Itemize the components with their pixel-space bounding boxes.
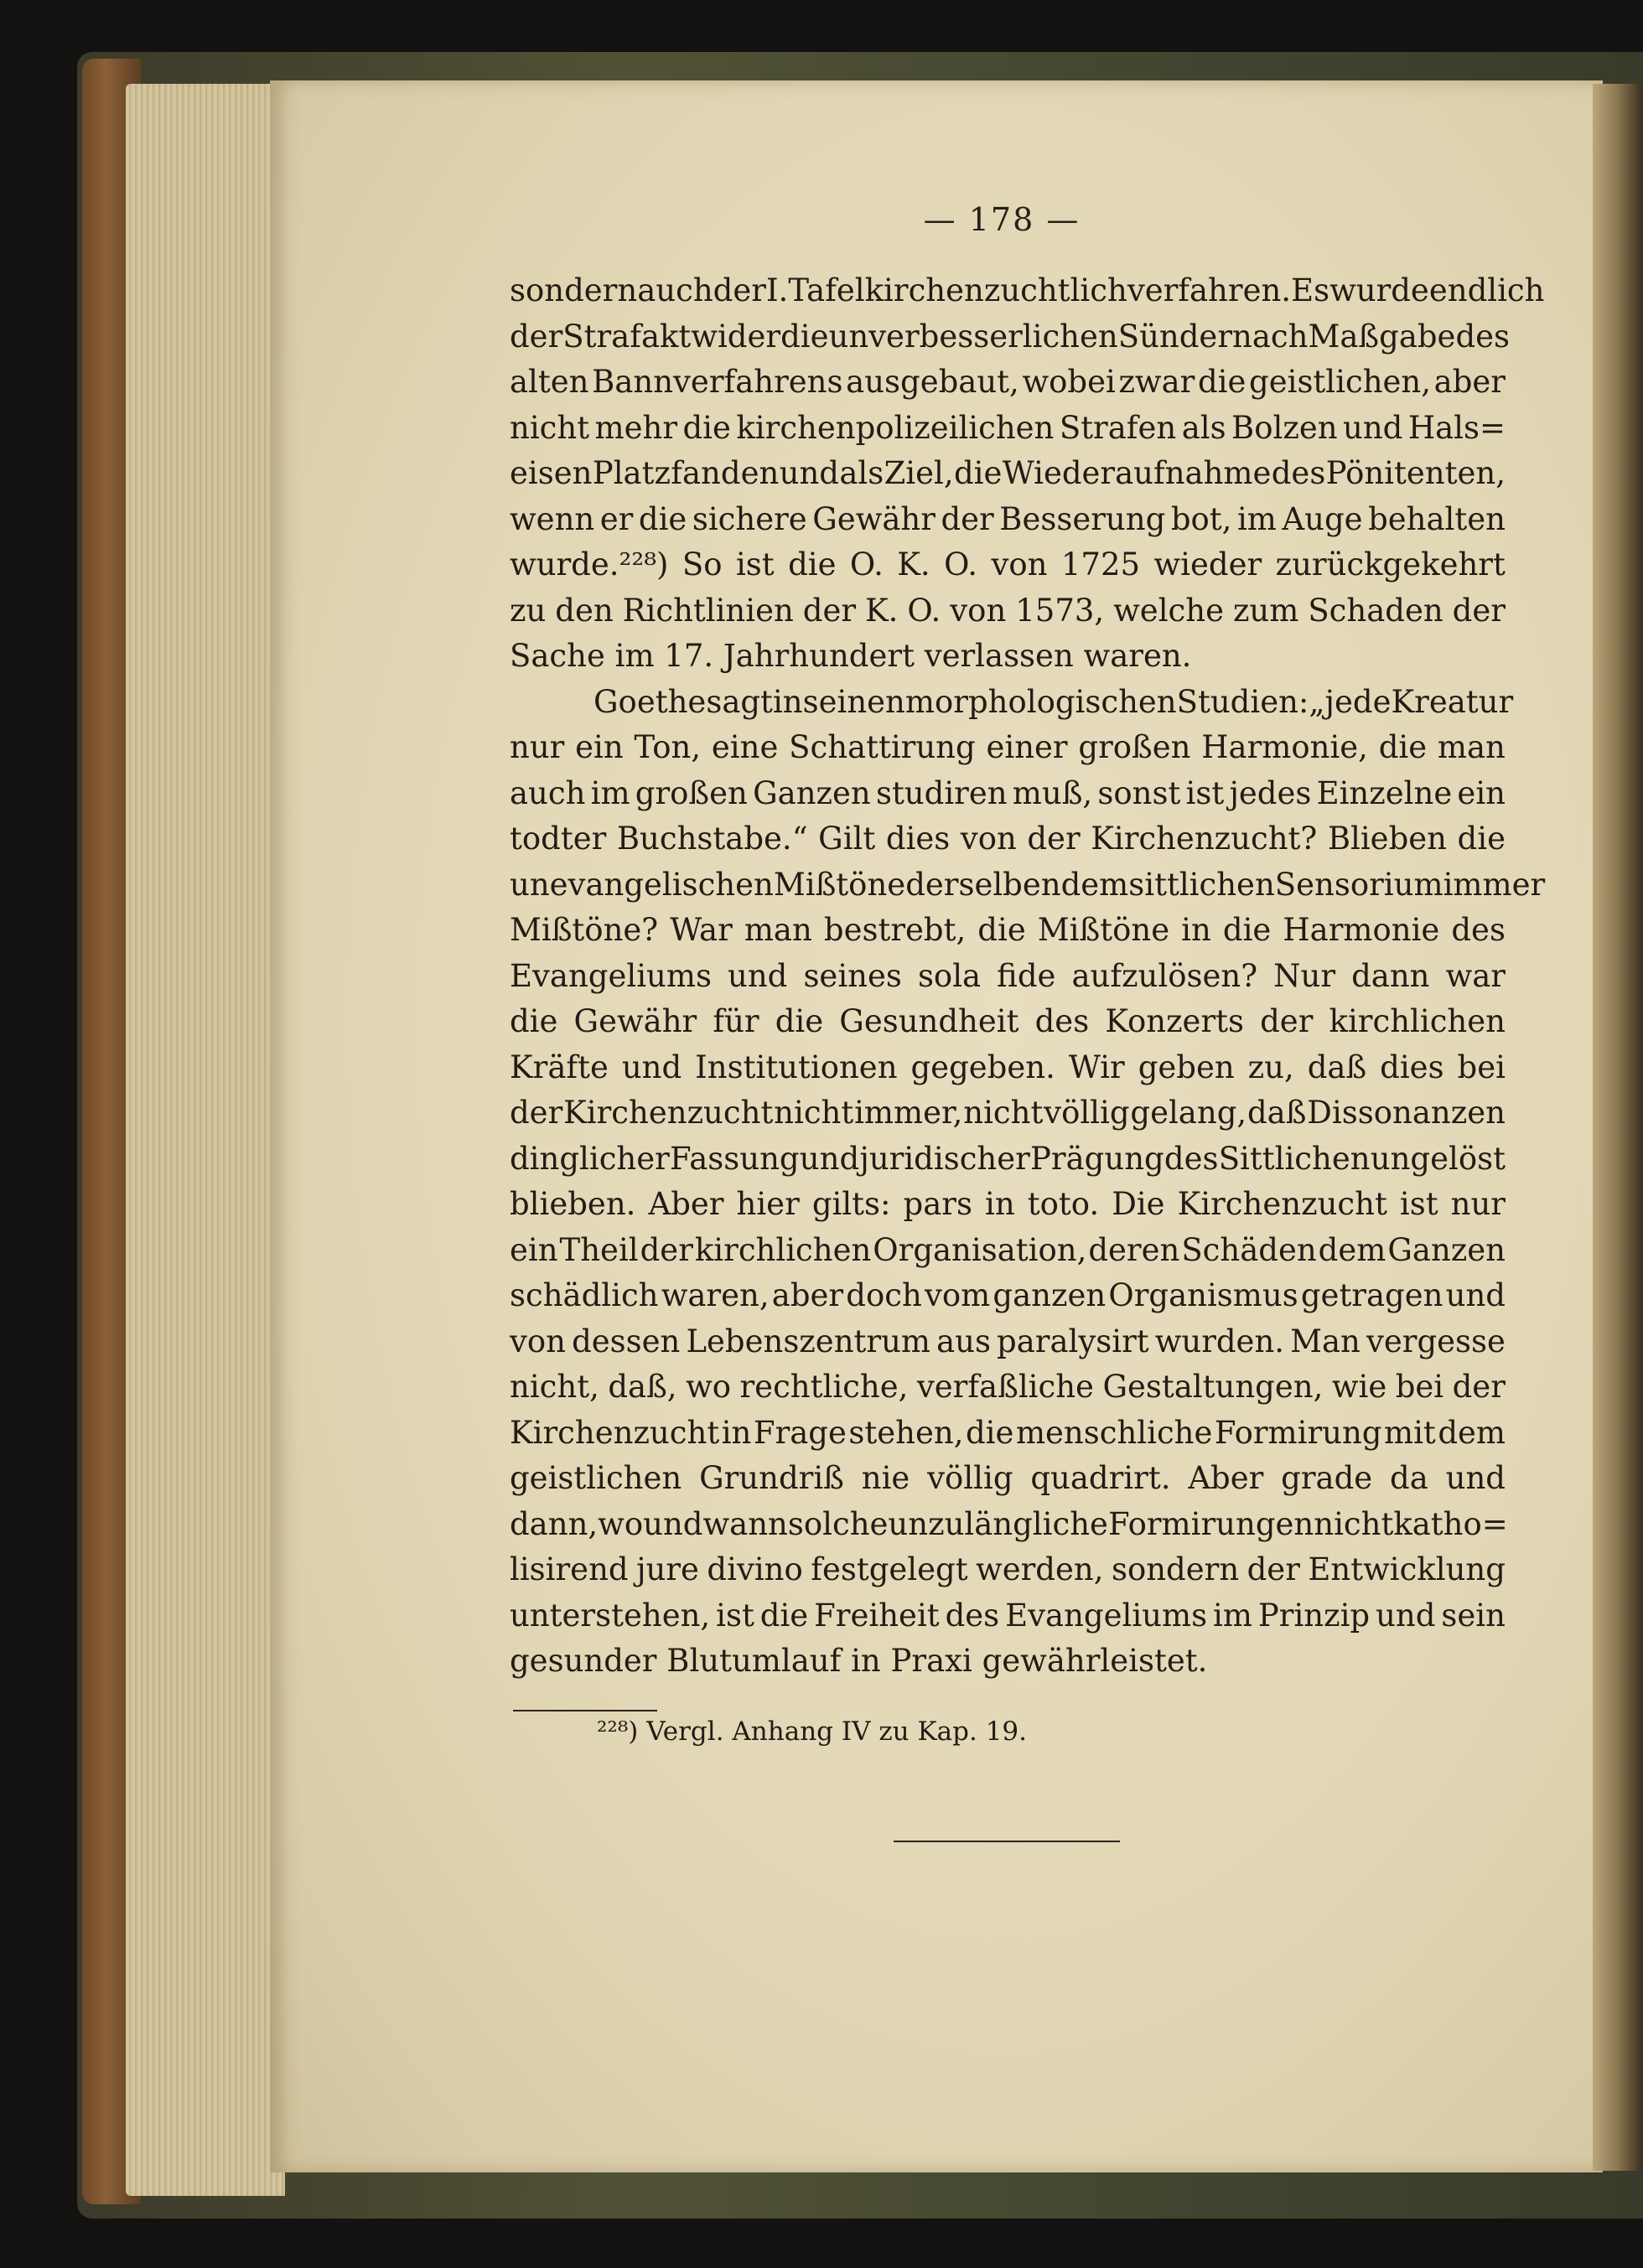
text-line: nicht mehr die kirchenpolizeilichen Strafen als Bolzen und Hals=	[510, 409, 1506, 446]
text-line: todter Buchstabe.“ Gilt dies von der Kirchenzucht? Blieben die	[510, 821, 1506, 857]
text-line: auch im großen Ganzen studiren muß, sonst ist jedes Einzelne ein	[510, 774, 1506, 811]
text-line: alten Bannverfahrens ausgebaut, wobei zwar die geistlichen, aber	[510, 364, 1506, 400]
text-line: nicht, daß, wo rechtliche, verfaßliche Gestaltungen, wie bei der	[510, 1369, 1506, 1405]
text-line: wenn er die sichere Gewähr der Besserung bot, im Auge behalten	[510, 500, 1506, 537]
text-line: Kräfte und Institutionen gegeben. Wir geben zu, daß dies bei	[510, 1049, 1506, 1085]
text-line: geistlichen Grundriß nie völlig quadrirt. Aber grade da und	[510, 1460, 1506, 1496]
text-line: sondern auch der I. Tafel kirchenzuchtlich verfahren. Es wurde endlich	[510, 272, 1545, 308]
text-line: Evangeliums und seines sola fide aufzulösen? Nur dann war	[510, 957, 1506, 994]
text-line: von dessen Lebenszentrum aus paralysirt wurden. Man vergesse	[510, 1323, 1506, 1359]
text-line: zu den Richtlinien der K. O. von 1573, welche zum Schaden der	[510, 592, 1506, 629]
text-line: die Gewähr für die Gesundheit des Konzerts der kirchlichen	[510, 1003, 1506, 1039]
text-line: nur ein Ton, eine Schattirung einer großen Harmonie, die man	[510, 729, 1506, 765]
footnote: ²²⁸) Vergl. Anhang IV zu Kap. 19.	[597, 1717, 1027, 1747]
body-text	[510, 268, 1546, 1685]
text-line: der Kirchenzucht nicht immer, nicht völlig gelang, daß Dissonanzen	[510, 1095, 1506, 1131]
page-stack-edges	[126, 84, 285, 2196]
text-line: lisirend jure divino festgelegt werden, sondern der Entwicklung	[510, 1551, 1506, 1587]
text-line: der Strafakt wider die unverbesserlichen Sünder nach Maßgabe des	[510, 318, 1511, 355]
end-rule	[894, 1841, 1120, 1842]
text-line: Mißtöne? War man bestrebt, die Mißtöne in die Harmonie des	[510, 912, 1506, 948]
text-line: Sache im 17. Jahrhundert verlassen waren.	[510, 638, 1192, 674]
text-line: dann, wo und wann solche unzulängliche Formirungen nicht katho=	[510, 1505, 1508, 1542]
text-line: unevangelischen Mißtöne derselben dem sittlichen Sensorium immer	[510, 866, 1546, 903]
text-line: wurde.²²⁸) So ist die O. K. O. von 1725 wieder zurückgekehrt	[510, 546, 1506, 583]
text-line: dinglicher Fassung und juridischer Prägung des Sittlichen ungelöst	[510, 1140, 1506, 1177]
text-line: eisen Platz fanden und als Ziel, die Wiederaufnahme des Pönitenten,	[510, 455, 1506, 491]
text-line: unterstehen, ist die Freiheit des Evangeliums im Prinzip und sein	[510, 1597, 1506, 1634]
text-line: gesunder Blutumlauf in Praxi gewährleistet.	[510, 1643, 1208, 1679]
page-gutter	[1593, 84, 1643, 2171]
text-line: blieben. Aber hier gilts: pars in toto. Die Kirchenzucht ist nur	[510, 1186, 1506, 1222]
text-line: Goethe sagt in seinen morphologischen Studien: „jede Kreatur	[593, 683, 1514, 720]
footnote-rule	[513, 1710, 657, 1711]
page-number: — 178 —	[923, 201, 1081, 238]
text-line: ein Theil der kirchlichen Organisation, deren Schäden dem Ganzen	[510, 1231, 1506, 1268]
text-line: schädlich waren, aber doch vom ganzen Organismus getragen und	[510, 1277, 1506, 1313]
text-line: Kirchenzucht in Frage stehen, die menschliche Formirung mit dem	[510, 1414, 1506, 1451]
